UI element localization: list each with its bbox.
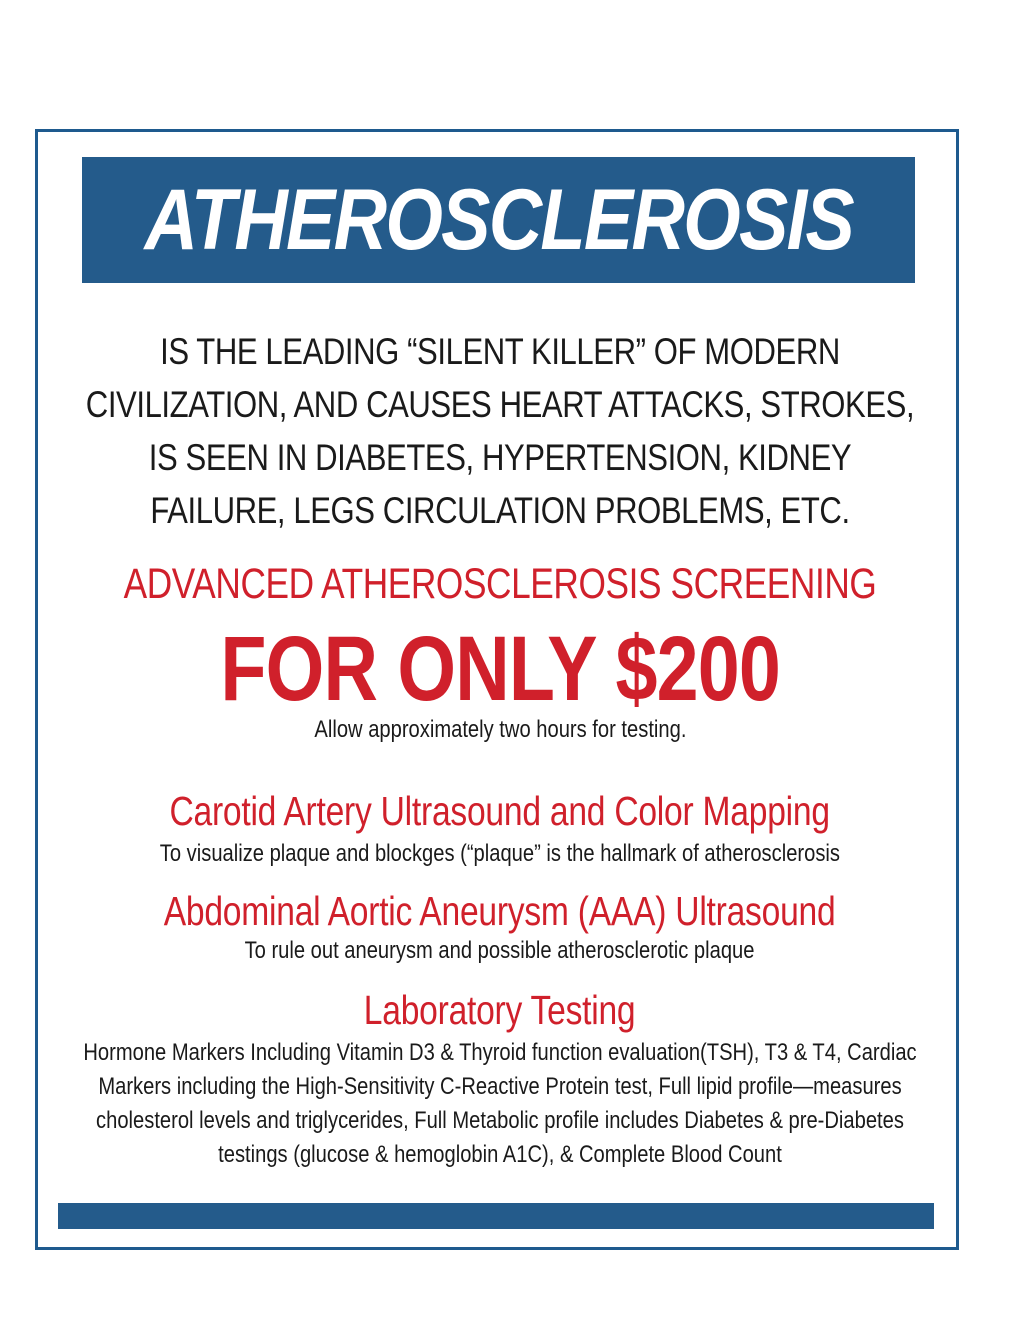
section-title-text: Carotid Artery Ultrasound and Color Mapping: [169, 788, 831, 834]
intro-text: IS THE LEADING “SILENT KILLER” OF MODERN CIVILIZATION, AND CAUSES HEART ATTACKS, STROKES, IS SEEN IN DIABETES, HYPERTENSION, KIDNEY FAILURE, LEGS CIRCULATION PROBLEMS, ETC.: [85, 331, 915, 531]
testing-duration-note: [0, 716, 1000, 744]
section-description-aaa: [0, 937, 1000, 965]
section-title-text: Abdominal Aortic Aneurysm (AAA) Ultrasound: [164, 888, 836, 934]
note-text: Allow approximately two hours for testing.: [313, 716, 687, 743]
section-description-text: To rule out aneurysm and possible atherosclerotic plaque: [245, 937, 755, 964]
section-description-carotid: [0, 840, 1000, 868]
section-title-aaa: [0, 888, 1000, 935]
page-title: ATHEROSCLEROSIS: [144, 171, 853, 268]
screening-text: ADVANCED ATHEROSCLEROSIS SCREENING: [123, 560, 877, 608]
footer-bar: [58, 1203, 934, 1229]
price-heading: [0, 617, 1000, 722]
section-title-text: Laboratory Testing: [364, 987, 636, 1033]
price-text: FOR ONLY $200: [220, 618, 780, 720]
section-description-text: Hormone Markers Including Vitamin D3 & Thyroid function evaluation(TSH), T3 & T4, Cardiac Markers including the High-Sensitivity C-Reactive Protein test, Full lipid profile—measures cholesterol levels and triglycerides, Full Metabolic profile includes Diabetes & pre-Diabetes testings (glucose & hemoglobin A1C), & Complete Blood Count: [83, 1039, 917, 1168]
section-description-text: To visualize plaque and blockges (“plaque” is the hallmark of atherosclerosis: [159, 840, 841, 867]
title-banner: [82, 157, 915, 283]
section-title-laboratory: [0, 987, 1000, 1034]
section-title-carotid: [0, 788, 1000, 835]
screening-heading: [0, 560, 1000, 609]
intro-statement: [0, 325, 1000, 537]
section-description-laboratory: [0, 1036, 1000, 1172]
